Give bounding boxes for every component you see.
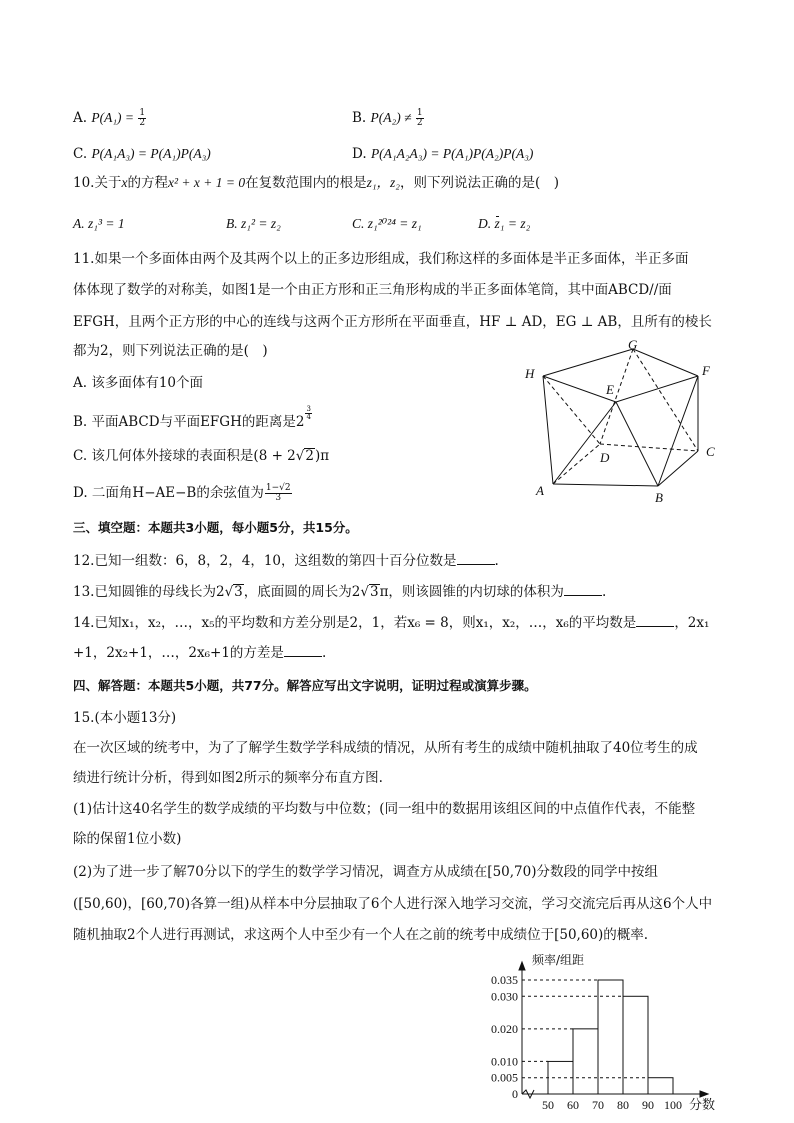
edge-AB — [553, 484, 658, 486]
edge-FB — [658, 376, 698, 486]
x-tick-label: 60 — [567, 1098, 579, 1112]
section-4-heading: 四、解答题：本题共5小题，共77分。解答应写出文字说明，证明过程或演算步骤。 — [73, 678, 537, 693]
edge-AD — [553, 444, 600, 484]
vertex-label-e: E — [606, 382, 614, 397]
q15-title: 15.(本小题13分) — [73, 710, 177, 726]
histogram-bar — [598, 980, 623, 1094]
histogram-bar — [623, 996, 648, 1094]
vertex-label-b: B — [655, 490, 663, 505]
polyhedron-figure — [520, 338, 730, 508]
histogram-bar — [648, 1078, 673, 1094]
answer-blank — [636, 613, 674, 627]
vertex-label-a: A — [536, 483, 544, 498]
q10-stem: 10.关于x的方程x² + x + 1 = 0在复数范围内的根是z₁，z₂，则下列说法正确的是( ) — [73, 175, 560, 191]
edge-EF — [616, 376, 698, 402]
q11-option-d: D. 二面角H−AE−B的余弦值为 $\frac{1-√2}{3}$ — [73, 483, 291, 503]
x-axis-arrow — [700, 1091, 708, 1097]
y-tick-label: 0.010 — [491, 1054, 518, 1069]
edge-DC — [600, 444, 698, 451]
section-3-heading: 三、填空题：本题共3小题，每小题5分，共15分。 — [73, 520, 358, 535]
y-tick-label: 0.030 — [491, 989, 518, 1004]
q15-part-2-line-1: (2)为了进一步了解70分以下的学生的数学学习情况，调查方从成绩在[50,70)分数段的同学中按组 — [73, 864, 658, 880]
q10-option-b: B. z₁² = z₂ — [226, 216, 281, 231]
q10-option-d: D. z₁ = z₂ — [478, 214, 530, 234]
q15-part-2-line-3: 随机抽取2个人进行再测试，求这两个人中至少有一个人在之前的统考中成绩位于[50,60)的概率. — [73, 927, 649, 943]
x-tick-label: 90 — [642, 1098, 654, 1112]
x-tick-label: 50 — [542, 1098, 554, 1112]
edge-EB — [616, 402, 658, 486]
x-tick-label: 70 — [592, 1098, 604, 1112]
fraction: $\frac{1}{2}$ — [139, 108, 146, 128]
y-tick-label: 0.020 — [491, 1021, 518, 1036]
q15-part-1-line-2: 除的保留1位小数) — [73, 831, 182, 847]
edge-GC — [633, 349, 698, 451]
q11-line-2: 体体现了数学的对称美，如图1是一个由正方形和正三角形构成的半正多面体笔筒，其中面ABCD//面 — [73, 282, 672, 298]
edge-GF — [633, 349, 698, 376]
x-tick-label: 100 — [664, 1098, 682, 1112]
x-axis-label: 分数 — [689, 1098, 716, 1113]
q11-option-c: C. 该几何体外接球的表面积是(8 + 2√2)π — [73, 448, 330, 464]
q11-option-a: A. 该多面体有10个面 — [73, 375, 204, 391]
y-axis-arrow — [519, 962, 525, 970]
q11-line-1: 11.如果一个多面体由两个及其两个以上的正多边形组成，我们称这样的多面体是半正多面体，半正多面 — [73, 251, 689, 267]
edge-GD — [600, 349, 633, 444]
q11-option-b: B. 平面ABCD与平面EFGH的距离是2 $\frac{3}{4}$ — [73, 405, 311, 430]
edge-HA — [543, 376, 553, 484]
histogram-bar — [573, 1029, 598, 1094]
q9-option-c: C. P(A₁A₃) = P(A₁)P(A₃) — [73, 146, 211, 162]
y-axis-label: 频率/组距 — [532, 953, 585, 967]
x-tick-label: 80 — [617, 1098, 629, 1112]
y-tick-label: 0 — [512, 1087, 518, 1101]
vertex-label-d: D — [600, 450, 610, 465]
answer-blank — [564, 582, 602, 596]
q15-part-1-line-1: (1)估计这40名学生的数学成绩的平均数与中位数；(同一组中的数据用该组区间的中点值作代表，不能整 — [73, 801, 696, 817]
frequency-histogram — [470, 950, 730, 1115]
edge-GH — [543, 349, 633, 376]
vertex-label-f: F — [702, 363, 710, 378]
q10-option-c: C. z₁²⁰²⁴ = z₁ — [352, 216, 422, 231]
exponent-fraction: $\frac{3}{4}$ — [306, 405, 311, 421]
q12: 12.已知一组数：6，8，2，4，10，这组数的第四十百分位数是 . — [73, 553, 499, 569]
q13: 13.已知圆锥的母线长为2√3，底面圆的周长为2√3π，则该圆锥的内切球的体积为 . — [73, 584, 607, 600]
y-tick-label: 0.035 — [491, 973, 518, 987]
fraction: $\frac{1}{2}$ — [416, 108, 423, 128]
q15-paragraph-1: 在一次区域的统考中，为了了解学生数学学科成绩的情况，从所有考生的成绩中随机抽取了40位考生的成 — [73, 740, 698, 756]
vertex-label-g: G — [628, 338, 638, 352]
q11-line-3: EFGH，且两个正方形的中心的连线与这两个正方形所在平面垂直，HF ⊥ AD，EG ⊥ AB，且所有的棱长 — [73, 314, 712, 330]
y-tick-label: 0.005 — [491, 1070, 518, 1085]
q15-paragraph-2: 绩进行统计分析，得到如图2所示的频率分布直方图. — [73, 770, 383, 786]
q10-option-a: A. z₁³ = 1 — [73, 216, 125, 231]
fraction: $\frac{1-√2}{3}$ — [265, 483, 291, 503]
answer-blank — [284, 643, 322, 657]
q15-part-2-line-2: ([50,60)，[60,70)各算一组)从样本中分层抽取了6个人进行深入地学习交流，学习交流完后再从这6个人中 — [73, 896, 713, 912]
q14-line-1: 14.已知x₁，x₂，…，x₅的平均数和方差分别是2，1，若x₆ = 8，则x₁，x₂，…，x₆的平均数是 ，2x₁ — [73, 615, 710, 631]
q9-option-d: D. P(A₁A₂A₃) = P(A₁)P(A₂)P(A₃) — [352, 146, 534, 162]
q14-line-2: +1，2x₂+1，…，2x₆+1的方差是 . — [73, 645, 327, 661]
q11-line-4: 都为2，则下列说法正确的是( ) — [73, 343, 268, 359]
q9-option-b: B. P(A₂) ≠ $\frac{1}{2}$ — [352, 108, 423, 128]
vertex-label-c: C — [706, 444, 715, 459]
q9-option-a: A. P(A₁) = $\frac{1}{2}$ — [73, 108, 146, 128]
answer-blank — [457, 551, 495, 565]
vertex-label-h: H — [525, 366, 535, 381]
edge-EA — [553, 402, 616, 484]
